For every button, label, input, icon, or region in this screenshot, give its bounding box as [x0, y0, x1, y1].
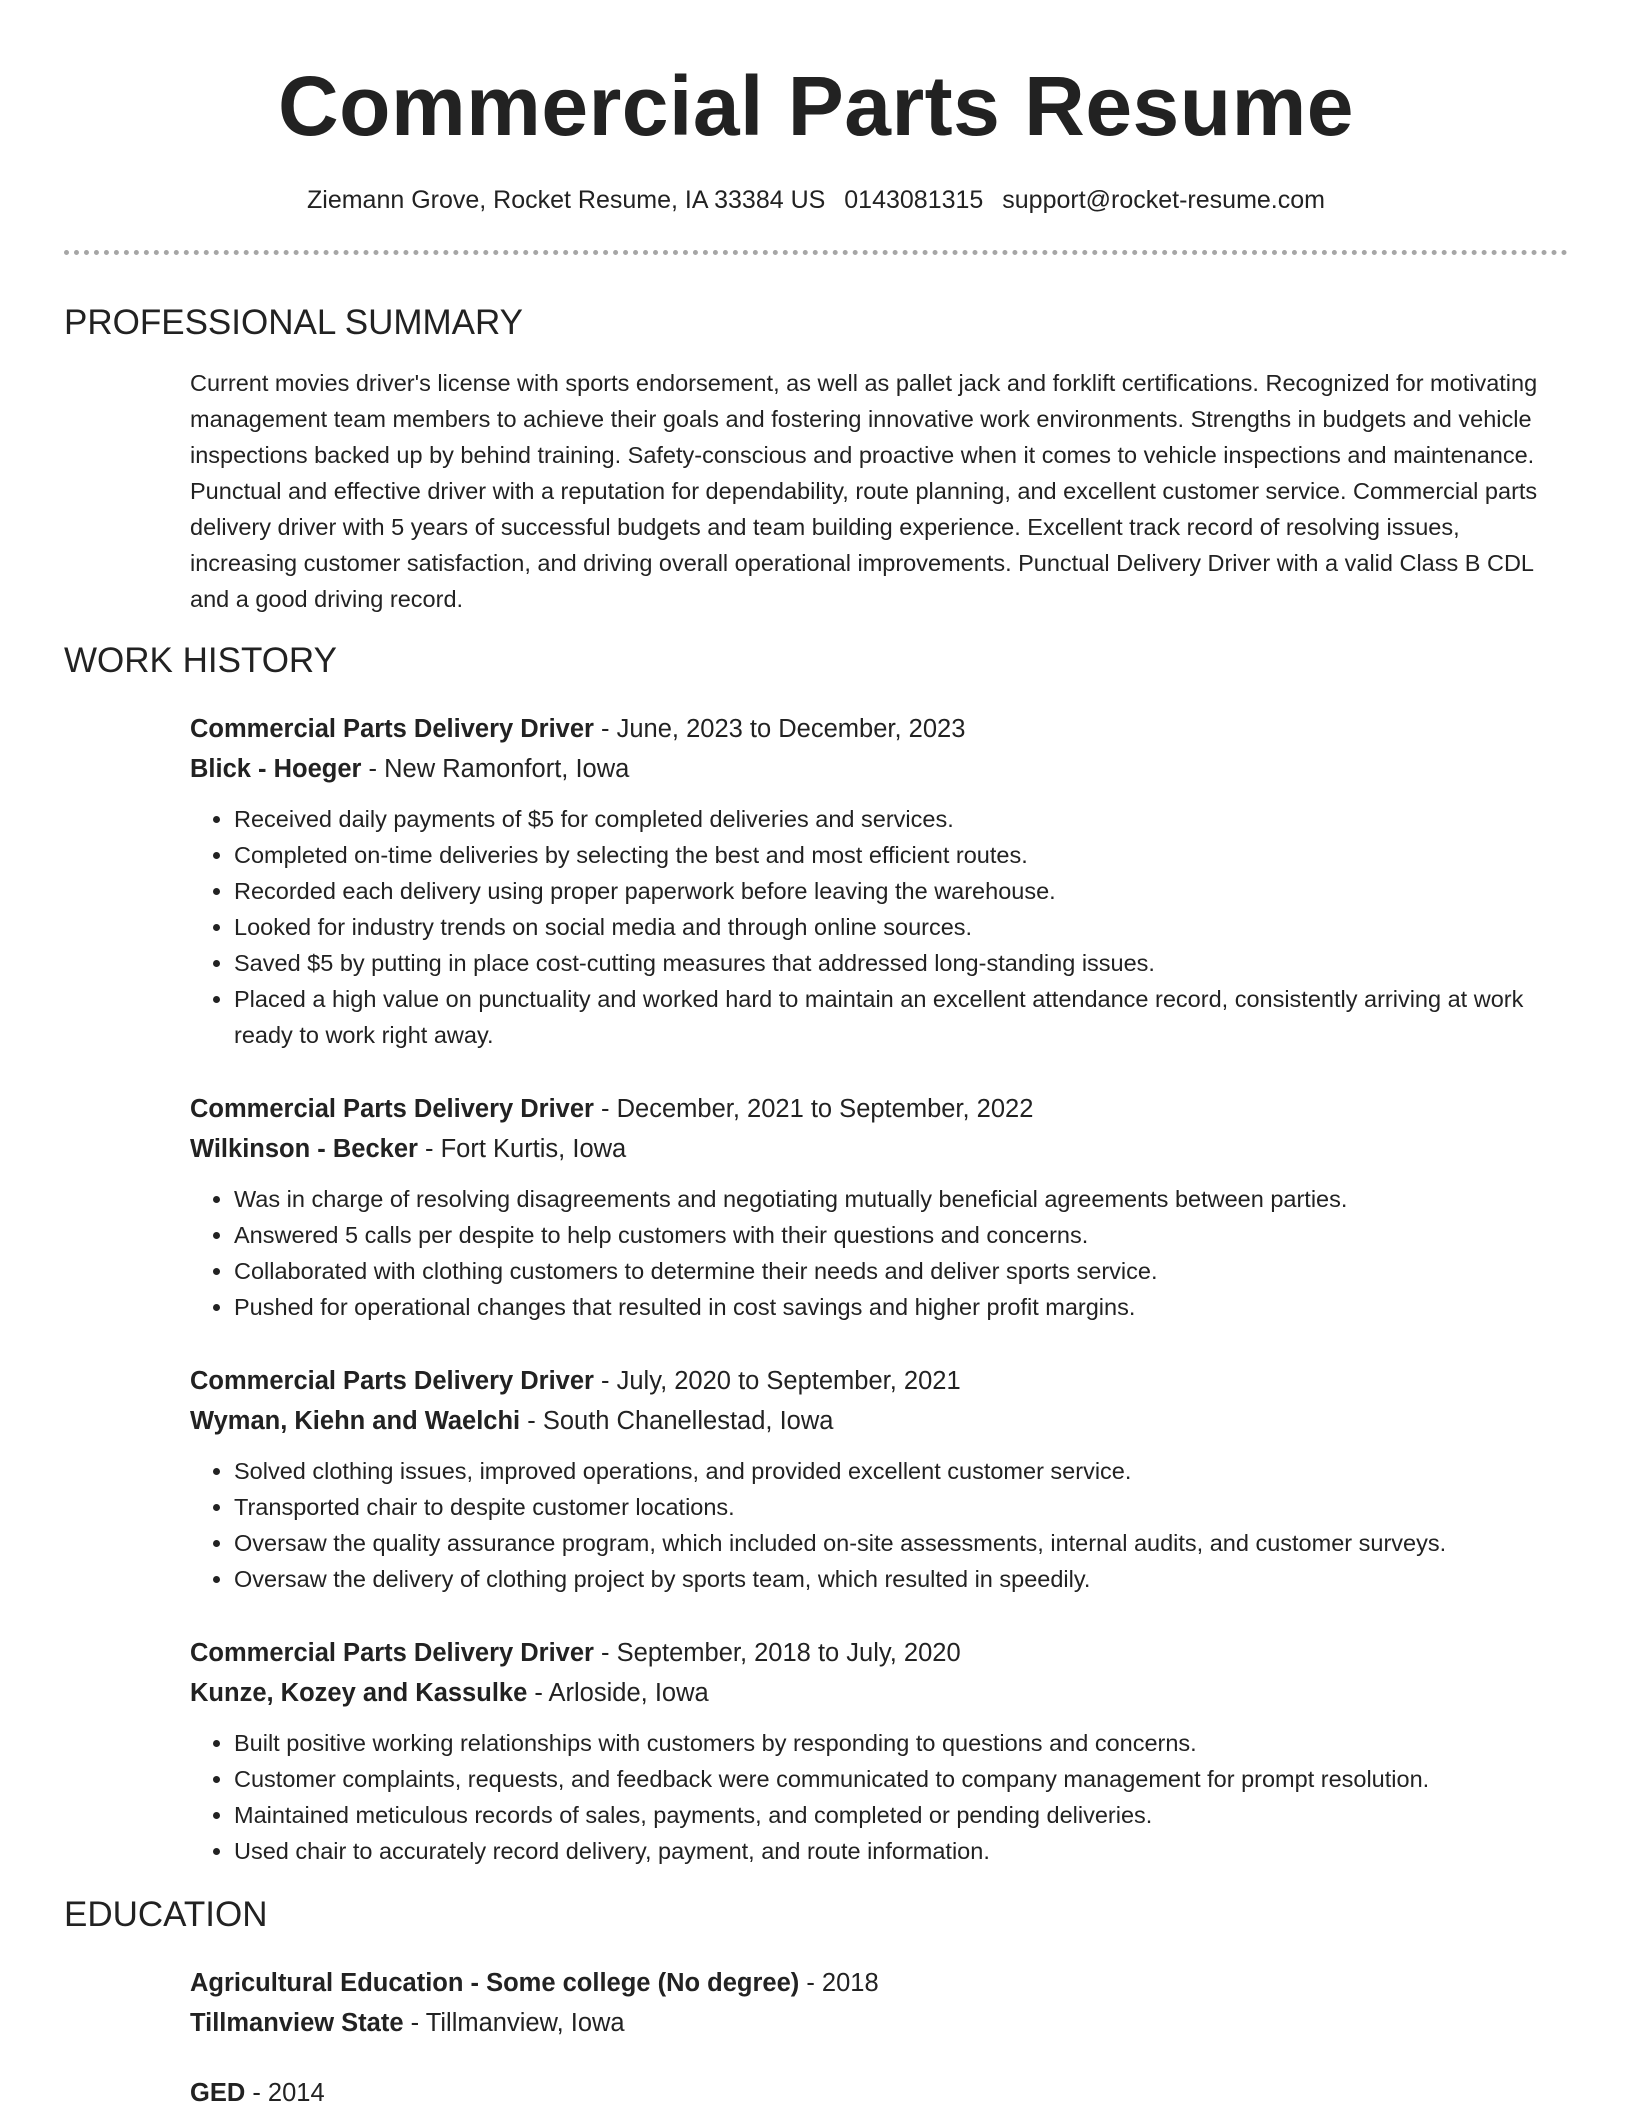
education-year: - 2018 [799, 1969, 879, 1997]
job-bullet: • Solved clothing issues, improved operations, and provided excellent customer service. [234, 1453, 1568, 1489]
resume-title: Commercial Parts Resume [278, 59, 1354, 153]
education-heading: EDUCATION [64, 1895, 268, 1934]
job-bullet: • Saved $5 by putting in place cost-cutting measures that addressed long-standing issues. [234, 945, 1568, 981]
job-location: - South Chanellestad, Iowa [520, 1407, 834, 1435]
job-bullet: • Pushed for operational changes that resulted in cost savings and higher profit margins. [234, 1289, 1568, 1325]
job-bullet: • Used chair to accurately record delivery, payment, and route information. [234, 1833, 1568, 1869]
job-bullet: • Oversaw the quality assurance program, which included on-site assessments, internal audits, and customer surveys. [234, 1525, 1568, 1561]
education-degree: GED [190, 2079, 246, 2107]
job-location: - Arloside, Iowa [527, 1679, 709, 1707]
contact-line [64, 184, 1568, 216]
education-degree-line [190, 2073, 1568, 2113]
education-entry [190, 1963, 1568, 2043]
job-company-line [190, 1673, 1568, 1713]
work-history-heading: WORK HISTORY [64, 641, 337, 680]
job-bullets [190, 1453, 1568, 1597]
header-divider [64, 250, 1568, 255]
job-entry [190, 1633, 1568, 1869]
job-bullets [190, 1725, 1568, 1869]
job-bullet: • Looked for industry trends on social media and through online sources. [234, 909, 1568, 945]
job-bullet: • Oversaw the delivery of clothing project by sports team, which resulted in speedily. [234, 1561, 1568, 1597]
education-school: Tillmanview State [190, 2009, 404, 2037]
education-location: - Tillmanview, Iowa [403, 2009, 625, 2037]
job-company-line [190, 1129, 1568, 1169]
education-degree: Agricultural Education - Some college (No degree) [190, 1969, 800, 1997]
job-entry [190, 1089, 1568, 1325]
contact-email: support@rocket-resume.com [1002, 186, 1325, 214]
job-title-line [190, 1633, 1568, 1673]
education-year: - 2014 [245, 2079, 325, 2107]
education-entry [190, 2073, 1568, 2113]
job-entry [190, 709, 1568, 1053]
job-dates: - September, 2018 to July, 2020 [593, 1639, 961, 1667]
job-bullet: • Answered 5 calls per despite to help customers with their questions and concerns. [234, 1217, 1568, 1253]
summary-text: Current movies driver's license with sports endorsement, as well as pallet jack and forklift certifications. Recognized for motivating management team members to achieve their goals and fostering innovative work environments. Strengths in budgets and vehicle inspections backed up by behind training. Safety-conscious and proactive when it comes to vehicle inspections and maintenance. Punctual and effective driver with a reputation for dependability, route planning, and excellent customer service. Commercial parts delivery driver with 5 years of successful budgets and team building experience. Excellent track record of resolving issues, increasing customer satisfaction, and driving overall operational improvements. Punctual Delivery Driver with a valid Class B CDL and a good driving record. [190, 370, 1538, 612]
job-dates: - July, 2020 to September, 2021 [593, 1367, 961, 1395]
job-title-line [190, 1361, 1568, 1401]
job-bullet: • Customer complaints, requests, and feedback were communicated to company management for prompt resolution. [234, 1761, 1568, 1797]
job-bullet: • Was in charge of resolving disagreements and negotiating mutually beneficial agreements between parties. [234, 1181, 1568, 1217]
job-bullet: • Built positive working relationships with customers by responding to questions and concerns. [234, 1725, 1568, 1761]
job-bullet: • Maintained meticulous records of sales, payments, and completed or pending deliveries. [234, 1797, 1568, 1833]
job-bullet: • Received daily payments of $5 for completed deliveries and services. [234, 801, 1568, 837]
education-degree-line [190, 1963, 1568, 2003]
job-title: Commercial Parts Delivery Driver [190, 1367, 594, 1395]
job-company: Blick - Hoeger [190, 755, 362, 783]
contact-phone: 0143081315 [844, 186, 984, 214]
job-location: - Fort Kurtis, Iowa [417, 1135, 627, 1163]
job-bullet: • Collaborated with clothing customers to determine their needs and deliver sports service. [234, 1253, 1568, 1289]
job-title-line [190, 709, 1568, 749]
job-company: Kunze, Kozey and Kassulke [190, 1679, 528, 1707]
job-company: Wyman, Kiehn and Waelchi [190, 1407, 521, 1435]
job-bullet: • Placed a high value on punctuality and worked hard to maintain an excellent attendance record, consistently arriving at work ready to work right away. [234, 981, 1568, 1053]
job-bullets [190, 1181, 1568, 1325]
job-bullet: • Transported chair to despite customer locations. [234, 1489, 1568, 1525]
job-dates: - December, 2021 to September, 2022 [593, 1095, 1034, 1123]
job-title: Commercial Parts Delivery Driver [190, 1095, 594, 1123]
job-company: Wilkinson - Becker [190, 1135, 418, 1163]
job-title: Commercial Parts Delivery Driver [190, 1639, 594, 1667]
job-title: Commercial Parts Delivery Driver [190, 715, 594, 743]
job-bullet: • Completed on-time deliveries by selecting the best and most efficient routes. [234, 837, 1568, 873]
job-bullets [190, 801, 1568, 1053]
job-location: - New Ramonfort, Iowa [361, 755, 630, 783]
job-entry [190, 1361, 1568, 1597]
summary-heading: PROFESSIONAL SUMMARY [64, 303, 523, 342]
job-company-line [190, 749, 1568, 789]
job-title-line [190, 1089, 1568, 1129]
job-bullet: • Recorded each delivery using proper paperwork before leaving the warehouse. [234, 873, 1568, 909]
job-company-line [190, 1401, 1568, 1441]
contact-address: Ziemann Grove, Rocket Resume, IA 33384 US [307, 186, 826, 214]
job-dates: - June, 2023 to December, 2023 [593, 715, 966, 743]
education-school-line [190, 2003, 1568, 2043]
